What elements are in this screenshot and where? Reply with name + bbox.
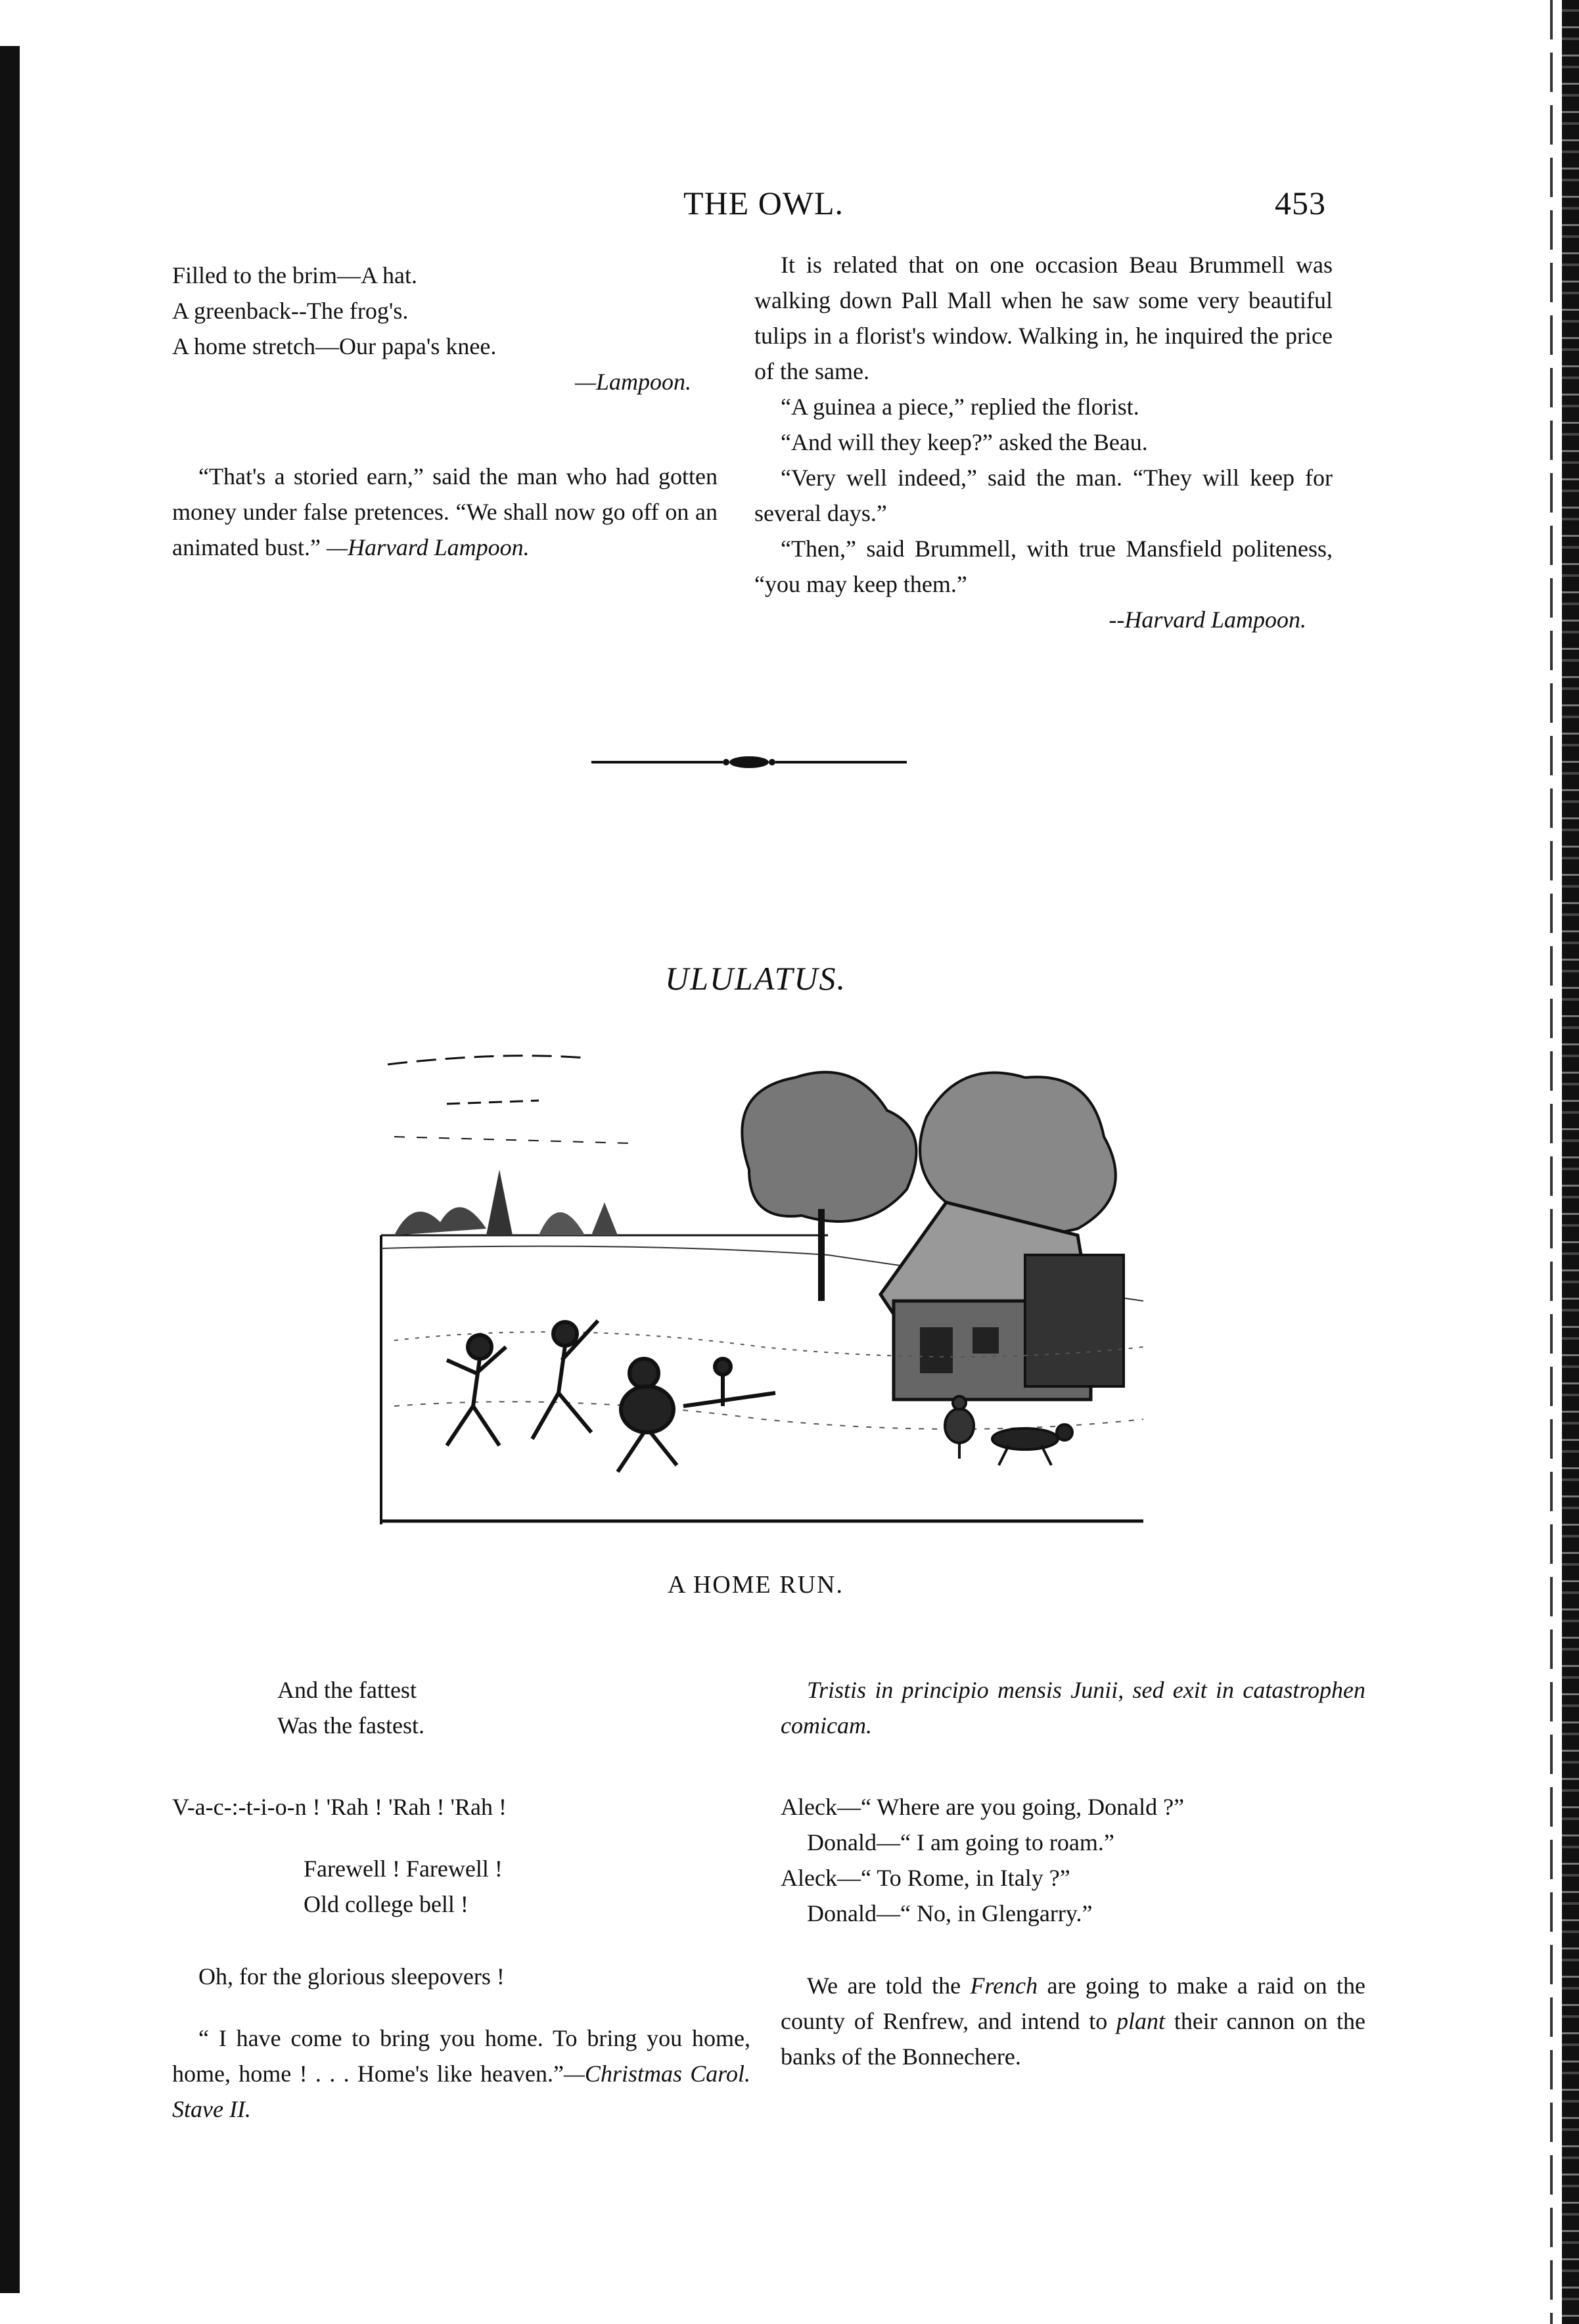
left-top-column (172, 258, 718, 565)
scan-right-edge-line (1550, 0, 1553, 2324)
scan-right-edge (1562, 0, 1579, 2324)
storied-paragraph: “That's a storied earn,” said the man who had gotten money under false pretences. “We shall now go off on an animated bust.” —Harvard Lampoon. (172, 463, 718, 560)
attribution: —Harvard Lampoon. (326, 534, 530, 560)
french-paragraph: We are told the French are going to make a raid on the county of Renfrew, and intend to plant their cannon on the banks of the Bonnechere. (781, 1972, 1365, 2070)
brummell-paragraph: It is related that on one occasion Beau Brummell was walking down Pall Mall when he saw some very beautiful tulips in a florist's window. Walking in, he inquired the price of the same. (754, 252, 1333, 384)
attribution: —Lampoon. (574, 369, 691, 395)
verse-line: And the fattest (277, 1677, 417, 1703)
text-line: Filled to the brim—A hat. (172, 262, 417, 288)
latin-motto: Tristis in principio mensis Junii, sed exit in catastrophen comicam. (781, 1677, 1365, 1739)
verse-line: Old college bell ! (304, 1891, 469, 1917)
verse-line: Farewell ! Farewell ! (304, 1856, 503, 1882)
text-line: A greenback--The frog's. (172, 298, 409, 324)
dialog-line: Aleck—“ Where are you going, Donald ?” (781, 1794, 1185, 1820)
page-title: THE OWL. (683, 185, 844, 221)
attribution: --Harvard Lampoon. (1109, 606, 1306, 633)
verse-line: Was the fastest. (277, 1712, 425, 1739)
text-line: A home stretch—Our papa's knee. (172, 333, 497, 359)
vacation-cheer: V-a-c-:-t-i-o-n ! 'Rah ! 'Rah ! 'Rah ! (172, 1794, 507, 1820)
florist-reply: “A guinea a piece,” replied the florist. (781, 394, 1139, 420)
attribution: —Christmas Carol. Stave II. (172, 2061, 750, 2122)
sleepovers-line: Oh, for the glorious sleepovers ! (198, 1963, 505, 1990)
left-bottom-column (172, 1672, 764, 2127)
dialog-line: Donald—“ I am going to roam.” (807, 1829, 1114, 1856)
beau-question: “And will they keep?” asked the Beau. (781, 429, 1148, 455)
scan-left-edge (0, 46, 20, 2293)
section-title: ULULATUS. (665, 960, 846, 997)
carol-quote: “ I have come to bring you home. To bring you home, home, home ! . . . Home's like heaven.”—Christmas Carol. Stave II. (172, 2025, 750, 2122)
right-bottom-column (781, 1672, 1365, 2074)
brummell-reply: “Then,” said Brummell, with true Mansfield politeness, “you may keep them.” (754, 535, 1333, 597)
ornamental-divider (591, 749, 907, 775)
home-run-illustration (368, 1038, 1156, 1524)
man-reply: “Very well indeed,” said the man. “They will keep for several days.” (754, 465, 1333, 526)
dialog-line: Donald—“ No, in Glengarry.” (807, 1900, 1093, 1926)
illustration-caption: A HOME RUN. (668, 1571, 844, 1599)
page-number: 453 (1275, 185, 1326, 221)
right-top-column (754, 247, 1333, 637)
dialog-line: Aleck—“ To Rome, in Italy ?” (781, 1865, 1070, 1891)
